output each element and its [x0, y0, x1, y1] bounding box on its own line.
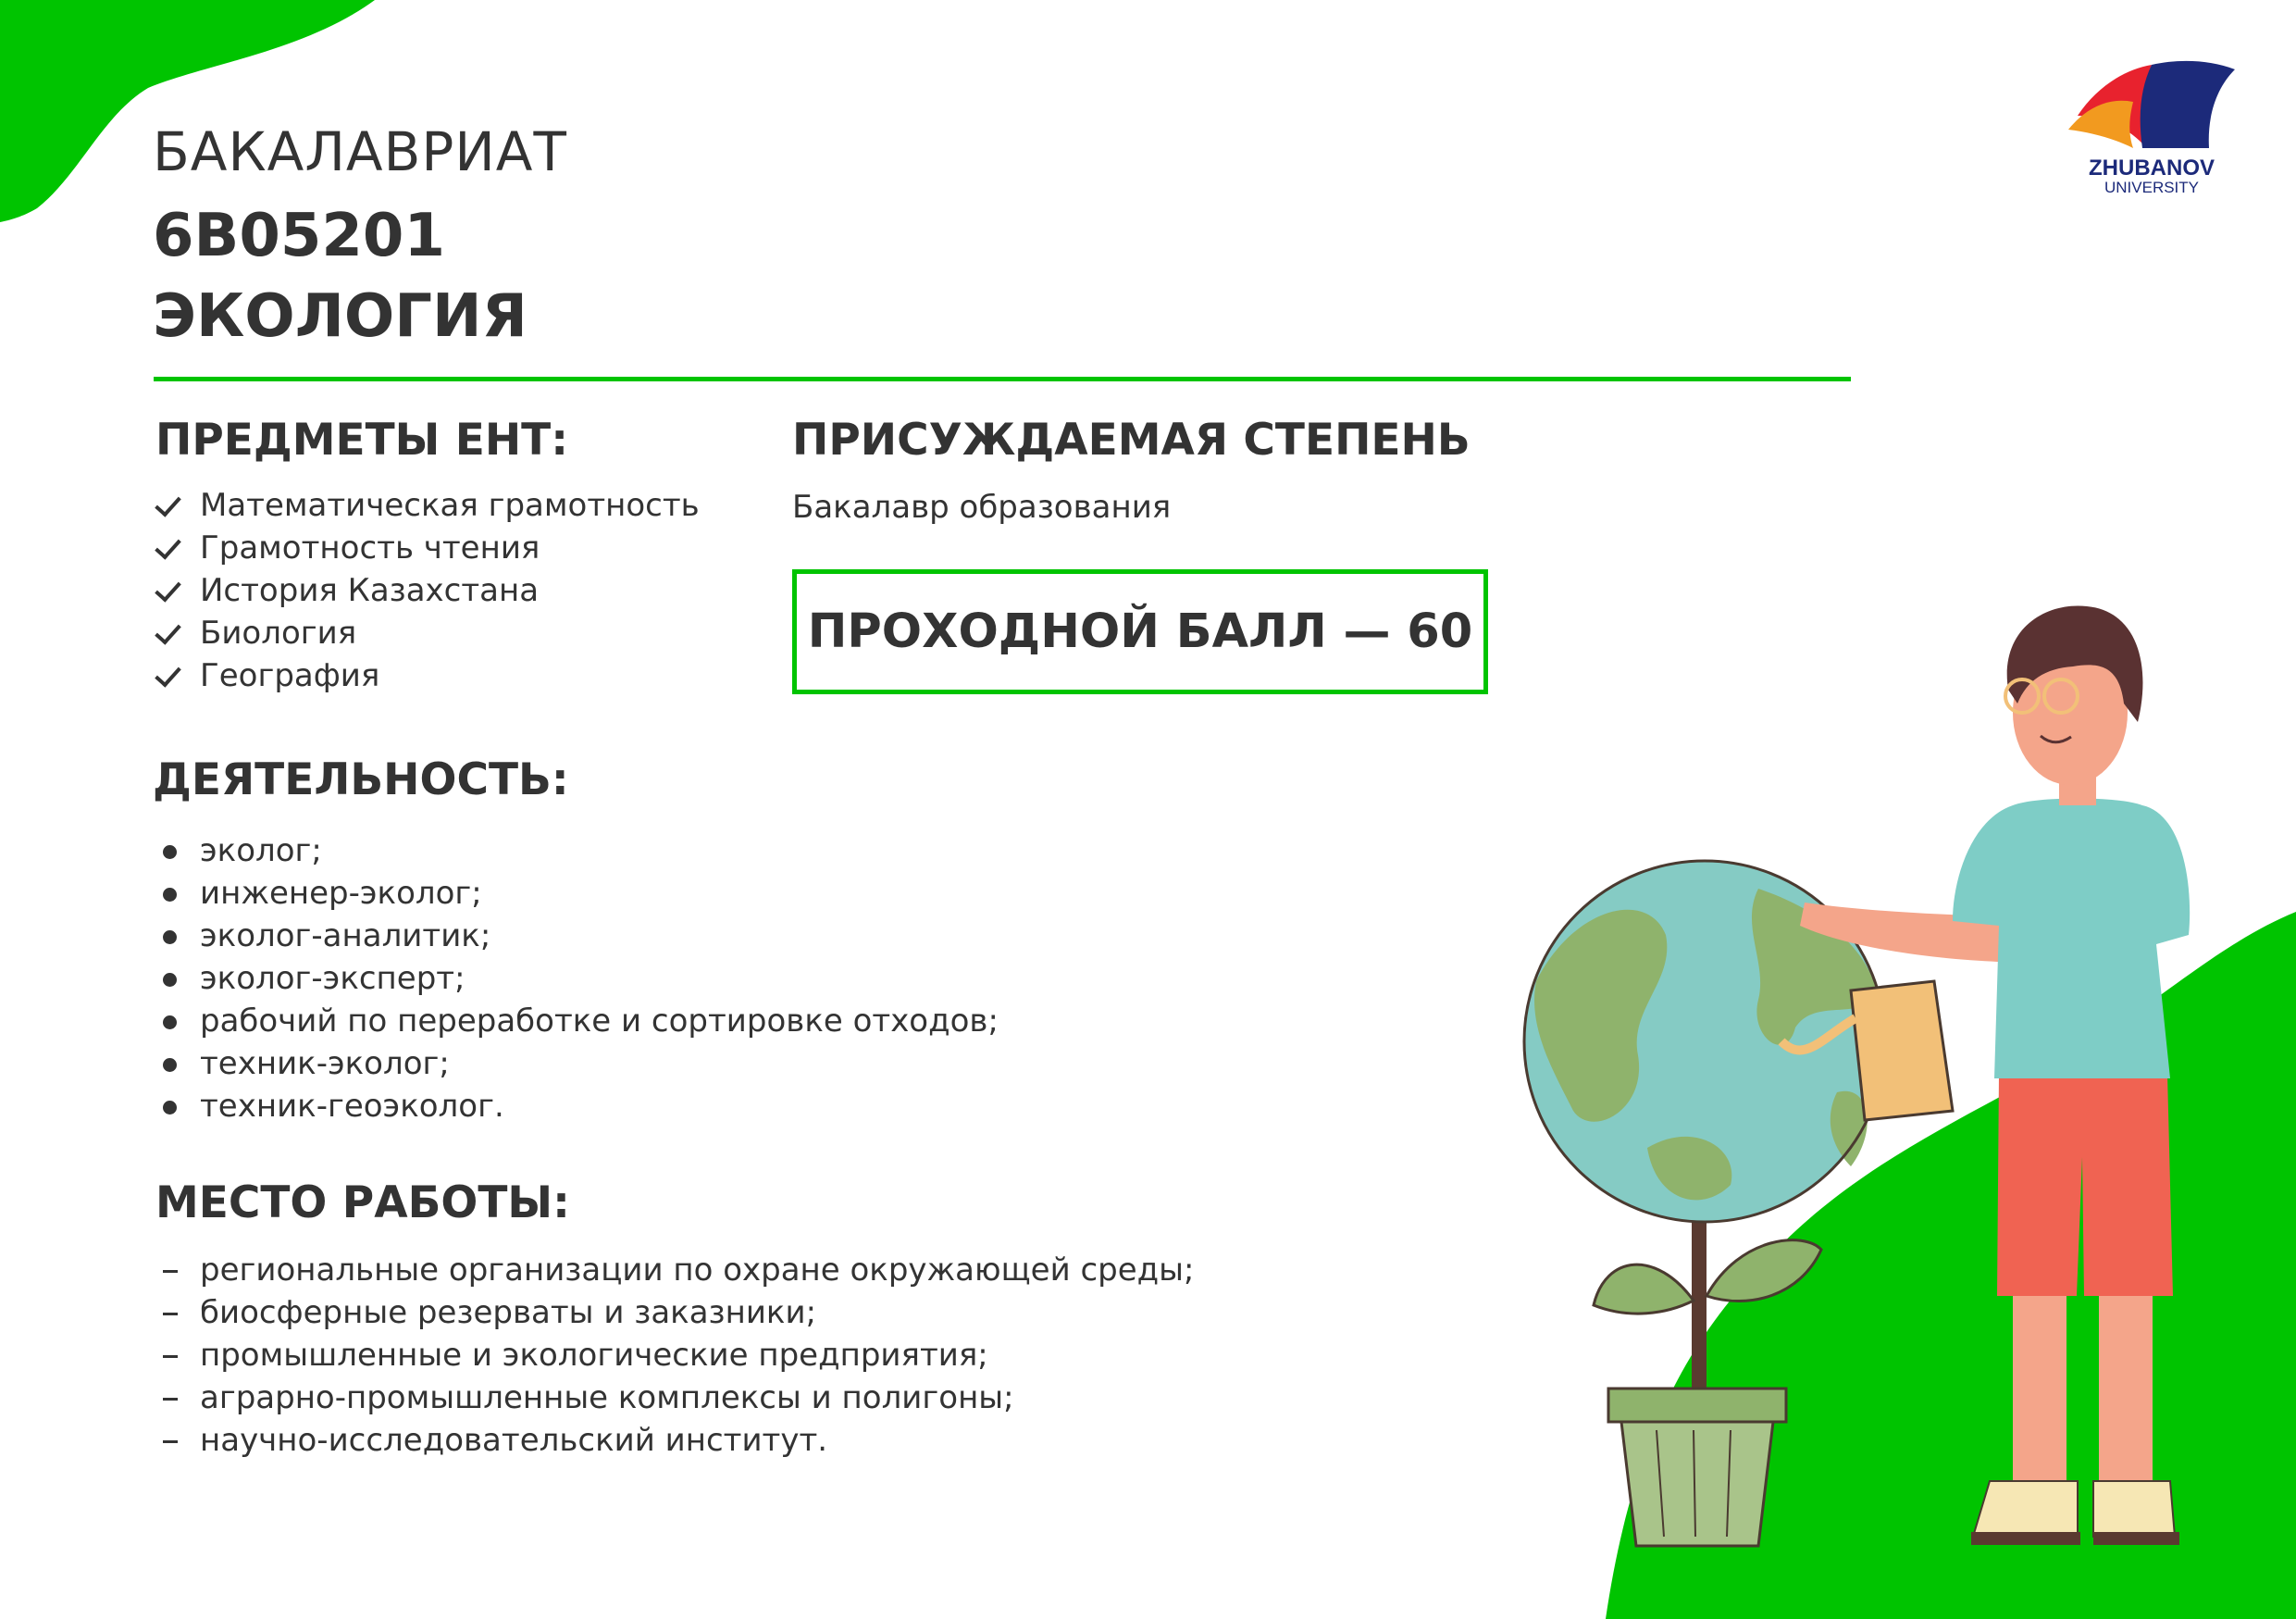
list-item: техник-эколог;	[155, 1042, 999, 1085]
list-item: эколог-эксперт;	[155, 957, 999, 1000]
list-item: эколог;	[155, 829, 999, 872]
list-item: биосферные резерваты и заказники;	[155, 1291, 1194, 1334]
check-icon	[155, 484, 192, 527]
list-item: региональные организации по охране окружающей среды;	[155, 1249, 1194, 1291]
list-item: Грамотность чтения	[155, 527, 700, 569]
passing-score-label: ПРОХОДНОЙ БАЛЛ — 60	[807, 604, 1473, 659]
list-item: аграрно-промышленные комплексы и полигоны;	[155, 1376, 1194, 1419]
workplace-title: МЕСТО РАБОТЫ:	[155, 1177, 570, 1228]
list-item: География	[155, 654, 700, 697]
list-item: промышленные и экологические предприятия;	[155, 1334, 1194, 1376]
degree-title: ПРИСУЖДАЕМАЯ СТЕПЕНЬ	[792, 415, 1471, 466]
dash-icon	[155, 1291, 192, 1334]
dash-icon	[155, 1334, 192, 1376]
university-logo	[2059, 51, 2244, 204]
logo-line2: UNIVERSITY	[2104, 179, 2200, 196]
bullet-dot-icon	[155, 872, 192, 915]
list-item: научно-исследовательский институт.	[155, 1419, 1194, 1462]
activity-title: ДЕЯТЕЛЬНОСТЬ:	[153, 754, 569, 805]
list-item: техник-геоэколог.	[155, 1085, 999, 1127]
check-icon	[155, 654, 192, 697]
bullet-dot-icon	[155, 1000, 192, 1042]
ent-list	[155, 484, 700, 697]
dash-icon	[155, 1249, 192, 1291]
list-item: рабочий по переработке и сортировке отходов;	[155, 1000, 999, 1042]
list-item: эколог-аналитик;	[155, 915, 999, 957]
logo-line1: ZHUBANOV	[2089, 156, 2215, 181]
workplace-list	[155, 1249, 1194, 1462]
passing-score-box	[792, 569, 1488, 694]
bullet-dot-icon	[155, 829, 192, 872]
degree-value: Бакалавр образования	[792, 489, 1172, 526]
program-code: 6В05201	[153, 202, 445, 270]
top-left-green-blob	[0, 0, 375, 222]
program-name: ЭКОЛОГИЯ	[153, 282, 527, 351]
check-icon	[155, 569, 192, 612]
list-item: Биология	[155, 612, 700, 654]
activity-list	[155, 829, 999, 1127]
bullet-dot-icon	[155, 1042, 192, 1085]
bullet-dot-icon	[155, 1085, 192, 1127]
dash-icon	[155, 1376, 192, 1419]
bullet-dot-icon	[155, 957, 192, 1000]
check-icon	[155, 612, 192, 654]
list-item: инженер-эколог;	[155, 872, 999, 915]
ent-title: ПРЕДМЕТЫ ЕНТ:	[155, 415, 569, 466]
header-divider	[154, 377, 1851, 381]
list-item: Математическая грамотность	[155, 484, 700, 527]
check-icon	[155, 527, 192, 569]
program-level: БАКАЛАВРИАТ	[153, 120, 567, 183]
dash-icon	[155, 1419, 192, 1462]
university-logo-icon	[2059, 51, 2244, 153]
list-item: История Казахстана	[155, 569, 700, 612]
bullet-dot-icon	[155, 915, 192, 957]
